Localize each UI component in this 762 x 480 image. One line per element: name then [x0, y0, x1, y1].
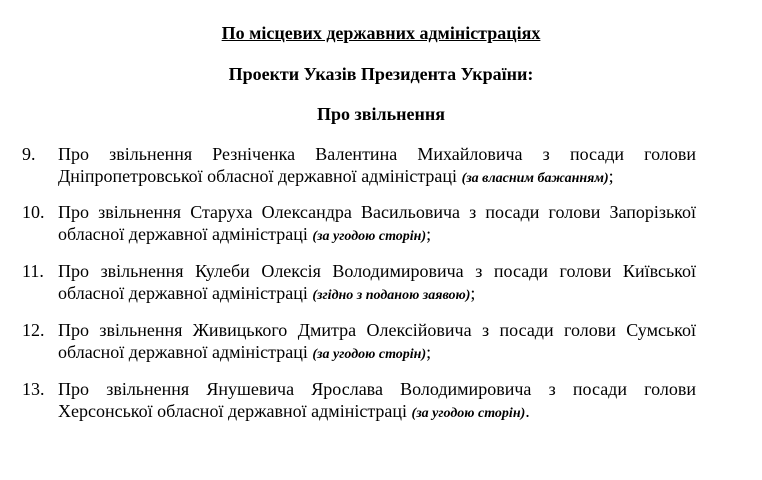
item-end: ;	[426, 224, 432, 244]
item-number: 13.	[22, 379, 45, 399]
item-end: ;	[608, 166, 614, 186]
item-end: ;	[426, 342, 432, 362]
item-line-2-text: Дніпропетровської обласної державної адміністраці	[58, 166, 462, 186]
list-item	[0, 143, 762, 193]
section-title: По місцевих державних адміністраціях	[221, 23, 541, 43]
item-note: (згідно з поданою заявою)	[312, 288, 471, 303]
item-number: 10.	[22, 202, 45, 222]
item-line-1: Про звільнення Янушевича Ярослава Володимировича з посади голови	[58, 379, 696, 399]
item-note: (за угодою сторін)	[312, 347, 427, 362]
item-number: 12.	[22, 320, 45, 340]
item-note: (за власним бажанням)	[461, 171, 609, 186]
item-line-2	[58, 165, 696, 190]
item-line-2	[58, 223, 696, 248]
item-line-2-text: обласної державної адміністраці	[58, 224, 313, 244]
item-end: ;	[470, 283, 476, 303]
item-line-2	[58, 282, 696, 307]
item-line-2	[58, 400, 696, 425]
item-line-1: Про звільнення Старуха Олександра Васильовича з посади голови Запорізької	[58, 202, 696, 222]
item-number: 11.	[22, 261, 44, 281]
list-item	[0, 319, 762, 369]
item-line-2	[58, 341, 696, 366]
list-item	[0, 201, 762, 251]
list-item	[0, 260, 762, 310]
item-line-2-text: обласної державної адміністраці	[58, 283, 313, 303]
subsubtitle: Про звільнення	[317, 104, 445, 124]
list-item	[0, 378, 762, 428]
item-line-2-text: обласної державної адміністраці	[58, 342, 313, 362]
item-line-1: Про звільнення Живицького Дмитра Олексійовича з посади голови Сумської	[58, 320, 696, 340]
item-number: 9.	[22, 144, 36, 164]
item-line-1: Про звільнення Кулеби Олексія Володимировича з посади голови Київської	[58, 261, 696, 281]
item-line-1: Про звільнення Резніченка Валентина Михайловича з посади голови	[58, 144, 696, 164]
item-note: (за угодою сторін)	[411, 406, 526, 421]
item-note: (за угодою сторін)	[312, 229, 427, 244]
item-end: .	[525, 401, 530, 421]
item-line-2-text: Херсонської обласної державної адміністраці	[58, 401, 412, 421]
subtitle: Проекти Указів Президента України:	[228, 64, 534, 84]
